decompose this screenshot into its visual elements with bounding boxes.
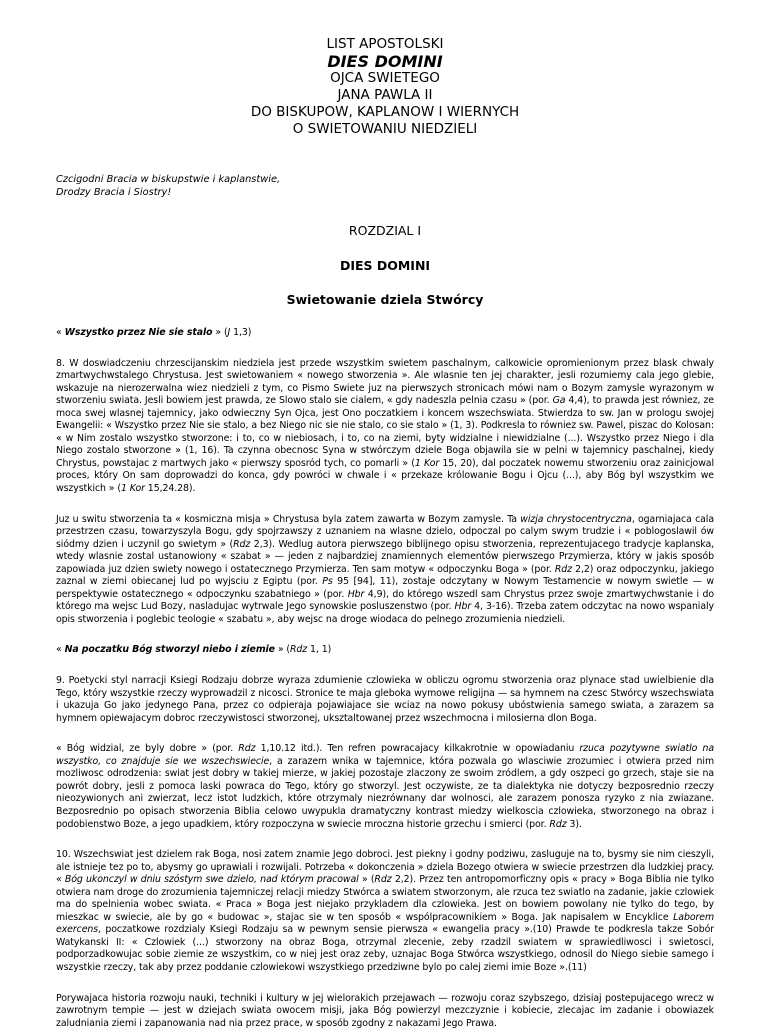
document-title: DIES DOMINI (327, 52, 443, 71)
text-run: 15,24.28). (144, 483, 196, 495)
text-run: 4,9), do którego wszedl sam Chrystus przez swoje zmartwychwstanie i do którego ma wejsc Lud Bozy, nasladujac wytrwale Jego synowskie posluszenstwo (por. (56, 588, 714, 613)
italic-text: Hbr (454, 601, 472, 613)
bold-italic-quote: Na poczatku Bóg stworzyl niebo i ziemie (64, 644, 275, 656)
document-title-block (56, 0, 714, 138)
chapter-label: ROZDZIAL I (348, 223, 422, 238)
section-epigraph (56, 327, 714, 340)
italic-text: Rdz (549, 818, 567, 830)
paragraph-10-continued (56, 993, 714, 1030)
text-run: 4,4), to prawda jest równiez, ze moca swej wlasnej tajemnicy, jako odwieczny Syn Ojca, jest Ono poczatkiem i koncem wszechswiata. Stwierdza to sw. Jan w prologu swojej Ewangelii: « Wszystko przez Nie sie stalo, a bez Niego nic sie nie stalo, co sie stalo » (1, 3). Podkresla to równiez sw. Pawel, piszac do Kolosan: « w Nim zostalo wszystko stworzone: i to, co w niebiosach, i to, co na ziemi, byty widzialne i niewidzialne (...). Wszystko przez Niego i dla Niego zostalo stworzone » (1, 16). Ta czynna obecnosc Syna w stwórczym dziele Boga objawila sie w pelni w tajemnicy paschalnej, kiedy Chrystus, powstajac z martwych jako « pierwszy sposród tych, co pomarli » ( (56, 395, 714, 469)
text-run: 10. Wszechswiat jest dzielem rak Boga, nosi zatem znamie Jego dobroci. Jest piekny i godny podziwu, zasluguje na to, bysmy sie nim cieszyli, ale istnieje tez po to, abysmy go uprawiali i rozwijali. Potrzeba « dokonczenia » dziela Bozego otwiera w swiecie przestrzen dla ludzkiej pracy. « (56, 849, 714, 886)
italic-text: Ga (552, 395, 566, 407)
italic-text: Rdz (233, 538, 251, 550)
italic-text: Laborem exercens (56, 911, 714, 936)
chapter-title: DIES DOMINI (339, 258, 431, 273)
author-line-2: JANA PAWLA II (337, 87, 433, 103)
salutation (56, 173, 714, 199)
bold-italic-quote: Wszystko przez Nie sie stalo (64, 327, 213, 338)
document-topic: O SWIETOWANIU NIEDZIELI (292, 121, 478, 137)
text-run: 95 [94], 11), zostaje odczytany w Nowym Testamencie w nowym swietle — w perspektywie ostatecznego « odpoczynku szabatniego » (por. (56, 576, 714, 600)
text-run: Porywajaca historia rozwoju nauki, techniki i kultury w jej wielorakich przejawach — rozwoju coraz szybszego, dzisiaj postepujacego wrecz w zawrotnym tempie — jest w dziejach swiata owocem misji, jaka Bóg powierzyl mezczyznie i kobiecie, zlecajac im zadanie i obowiazek zaludniania ziemi i zapanowania nad nia przez prace, w sposób zgodny z nakazami Jego Prawa. (56, 992, 714, 1029)
italic-text: J (227, 327, 231, 338)
italic-text: 1 Kor (120, 483, 145, 495)
paragraph-10 (56, 849, 714, 974)
text-run: , poczatkowe rozdzialy Ksiegi Rodzaju sa w pewnym sensie pierwsza « ewangelia pracy ».(10) Prawde te podkresla takze Sobór Watykanski II: « Czlowiek (...) stworzony na obraz Boga, otrzymal zlecenie, zeby rzadzil swiatem w sprawiedliwosci i swietosci, podporzadkowujac sobie ziemie ze wszystkim, co w niej jest oraz zeby, uznajac Boga Stwórca wszystkiego, odnosil do Niego siebie samego i wszystkie rzeczy, tak aby przez poddanie czlowiekowi wszystkiego przedziwne bylo po calej ziemi imie Boze ».(11) (56, 924, 714, 973)
text-run: 1, 1) (307, 644, 332, 656)
text-run: , a zarazem wnika w tajemnice, która pozwala go wlasciwie zrozumiec i otwiera przed nim mozliwosc odrodzenia: swiat jest dobry w takiej mierze, w jakiej pozostaje zlaczony ze swoim zródlem, a gdy oszpeci go grzech, staje sie na powrót dobry, jesli z pomoca laski powraca do Tego, który go stworzyl. Jest oczywiste, ze ta dialektyka nie dotyczy bezposrednio rzeczy nieozywionych ani zwierzat, lecz istot ludzkich, które otrzymaly niezrównany dar wolnosci, ale zarazem ponosza ryzyko z nia zwiazane. Bezposrednio po opisach stworzenia Biblia celowo uwypukla dramatyczny kontrast miedzy wielkoscia czlowieka, stworzonego na obraz i podobienstwo Boze, a jego upadkiem, który rozpoczyna w swiecie mroczna historie grzechu i smierci (por. (56, 755, 714, 830)
text-run: 3). (566, 818, 582, 830)
text-run: « (56, 327, 65, 338)
salutation-line-1: Czcigodni Bracia w biskupstwie i kaplanstwie, (56, 174, 281, 185)
text-run: 8. W doswiadczeniu chrzescijanskim niedziela jest przede wszystkim swietem paschalnym, calkowicie opromienionym przez blask chwaly zmartwychwstalego Chrystusa. Jest swietowaniem « nowego stworzenia ». Ale wlasnie ten jej charakter, jesli rozumiemy cala jego glebie, wskazuje na nierozerwalna wiez niedzieli z tym, co Pismo Swiete juz na pierwszych stronicach mówi nam o Bozym zamysle wyrazonym w stworzeniu swiata. Jesli bowiem jest prawda, ze Slowo stalo sie cialem, « gdy nadeszla pelnia czasu » (por. (56, 357, 714, 407)
italic-text: Ps (322, 576, 333, 588)
section-subtitle: Swietowanie dziela Stwórcy (286, 292, 484, 307)
paragraph-9 (56, 675, 714, 725)
italic-text: wizja chrystocentryczna (520, 513, 632, 525)
author-line-1: OJCA SWIETEGO (330, 70, 440, 86)
salutation-line-2: Drodzy Bracia i Siostry! (56, 187, 172, 198)
italic-text: Rdz (374, 874, 392, 886)
section-epigraph (56, 644, 714, 657)
text-run: » ( (358, 874, 375, 886)
text-run: Juz u switu stworzenia ta « kosmiczna misja » Chrystusa byla zatem zawarta w Bozym zamysle. Ta (56, 513, 521, 525)
paragraph-9-continued (56, 743, 714, 831)
document-type: LIST APOSTOLSKI (326, 36, 444, 52)
text-run: 2,2) oraz odpoczynku, jakiego zaznal w ziemi obiecanej lud po wyjsciu z Egiptu (por. (56, 563, 714, 588)
text-run: 1,10.12 itd.). Ten refren powracajacy kilkakrotnie w opowiadaniu (255, 743, 580, 755)
text-run: 15, 20), dal poczatek nowemu stworzeniu oraz zainicjowal proces, który On sam doprowadzi do konca, gdy powróci w chwale i « przekaze królowanie Bogu i Ojcu (...), aby Bóg byl wszystkim we wszystkich » ( (56, 457, 714, 495)
text-run: 4, 3-16). Trzeba zatem odczytac na nowo wspanialy opis stworzenia i poglebic teologie « szabatu », aby wejsc na droge wiodaca do pelnego zrozumienia niedzieli. (56, 601, 714, 625)
text-run: « (56, 644, 65, 656)
italic-text: Bóg ukonczyl w dniu szóstym swe dzielo, nad którym pracowal (64, 874, 359, 886)
text-run: 2,3). Wedlug autora pierwszego biblijnego opisu stworzenia, reprezentujacego tradycje kaplanska, wtedy wlasnie zostal ustanowiony « szabat » — jeden z najbardziej znamiennych elementów pierwszego Przymierza, który w jakis sposób zapowiada juz dzien swiety nowego i ostatecznego Przymierza. Ten sam motyw « odpoczynku Boga » (por. (56, 538, 715, 575)
italic-text: 1 Kor (414, 457, 440, 469)
italic-text: rzuca pozytywne swiatlo na wszystko, co znajduje sie we wszechswiecie (56, 743, 714, 767)
paragraph-8 (56, 358, 714, 496)
text-run: , ogarniajaca cala przestrzen czasu, towarzyszyla Bogu, gdy spojrzawszy z uznaniem na wlasne dzielo, odpoczal po calym swym trudzie i « poblogoslawil ów siódmy dzien i uczynil go swietym » ( (56, 513, 714, 550)
text-run: « Bóg widzial, ze byly dobre » (por. (56, 743, 239, 755)
text-run: 9. Poetycki styl narracji Ksiegi Rodzaju dobrze wyraza zdumienie czlowieka w obliczu ogromu stworzenia oraz plynace stad uwielbienie dla Tego, który wszystkie rzeczy wyprowadzil z nicosci. Stronice te maja gleboka wymowe religijna — sa hymnem na czesc Stwórcy wszechswiata i ukazuja Go jako jedynego Pana, przez co odpieraja pojawiajace sie wciaz na nowo pokusy ubóstwienia samego swiata, a zarazem sa hymnem opiewajacym dobroc rzeczywistosci stworzonej, uksztaltowanej przez wszechmocna i milosierna dlon Boga. (56, 675, 714, 724)
italic-text: Rdz (554, 563, 573, 575)
text-run: 2,2). Przez ten antropomorficzny opis « pracy » Boga Biblia nie tylko otwiera nam droge do zrozumienia tajemniczej relacji miedzy Stwórca a swiatem stworzonym, ale rzuca tez swiatlo na zadanie, jakie czlowiek ma do spelnienia wobec swiata. « Praca » Boga jest niejako przykladem dla czlowieka. Jest on bowiem powolany nie tylko do tego, by mieszkac w swiecie, ale by go « budowac », stajac sie w ten sposób « wspólpracownikiem » Boga. Jak napisalem w Encyklice (56, 874, 714, 923)
text-run: 1,3) (230, 327, 252, 338)
italic-text: Rdz (289, 644, 308, 656)
italic-text: Hbr (347, 588, 365, 600)
addressees: DO BISKUPOW, KAPLANOW I WIERNYCH (250, 104, 520, 120)
paragraph-8-continued (56, 514, 714, 627)
text-run: » ( (274, 644, 290, 656)
italic-text: Rdz (238, 743, 256, 755)
text-run: » ( (212, 327, 228, 338)
